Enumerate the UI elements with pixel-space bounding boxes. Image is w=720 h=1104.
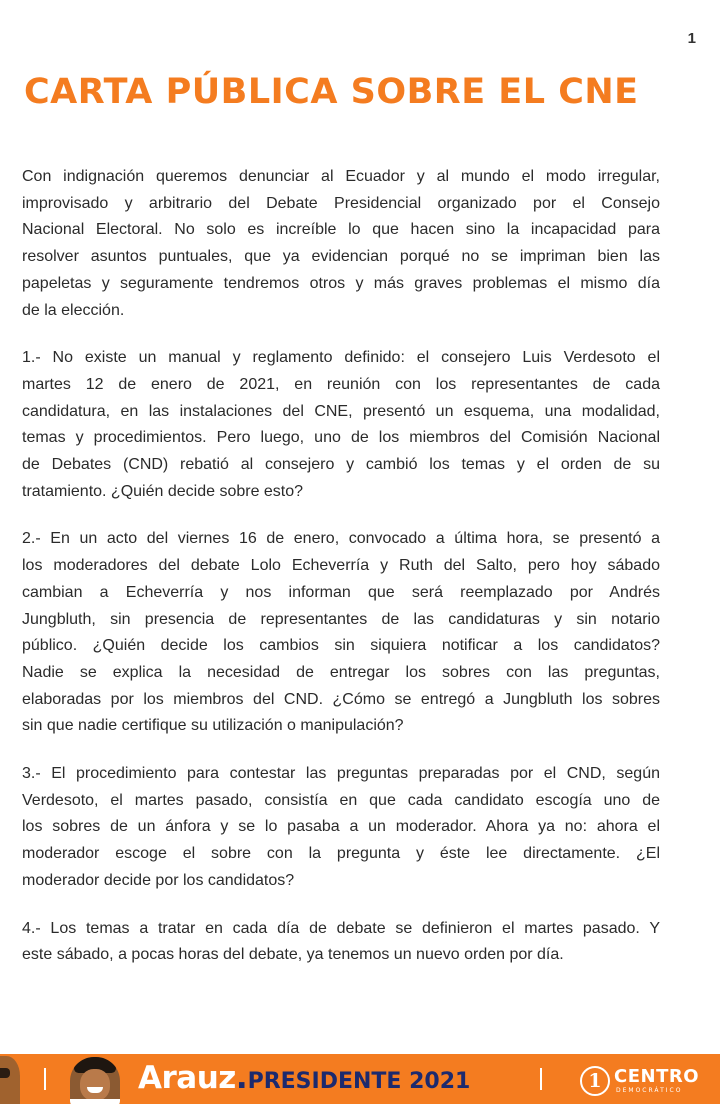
page-number: 1 bbox=[687, 30, 696, 47]
paragraph-line: Nacional Electoral. No solo es increíble lo que hacen sino la incapacidad para bbox=[22, 221, 660, 239]
party-subtitle: DEMOCRÁTICO bbox=[616, 1087, 683, 1094]
paragraph-line: moderador decide por los candidatos? bbox=[22, 871, 295, 889]
paragraph-line: 3.- El procedimiento para contestar las preguntas preparadas por el CND, según bbox=[22, 765, 660, 783]
paragraph-line: tratamiento. ¿Quién decide sobre esto? bbox=[22, 482, 304, 500]
paragraph-line: sin que nadie certifique su utilización o manipulación? bbox=[22, 717, 404, 735]
letter-paragraph bbox=[22, 164, 660, 324]
paragraph-line: Jungbluth, sin presencia de representantes de las candidaturas y sin notario bbox=[22, 610, 660, 628]
letter-paragraph bbox=[22, 345, 660, 505]
footer-side-photo bbox=[0, 1056, 20, 1104]
paragraph-line: los sobres de un ánfora y se lo pasaba a un moderador. Ahora ya no: ahora el bbox=[22, 818, 660, 836]
paragraph-line: cambian a Echeverría y nos informan que será reemplazado por Andrés bbox=[22, 583, 660, 601]
paragraph-line: 1.- No existe un manual y reglamento definido: el consejero Luis Verdesoto el bbox=[22, 349, 660, 367]
document-title: CARTA PÚBLICA SOBRE EL CNE bbox=[24, 72, 639, 112]
letter-body bbox=[22, 164, 660, 990]
paragraph-line: Con indignación queremos denunciar al Ecuador y al mundo el modo irregular, bbox=[22, 168, 660, 185]
campaign-slogan: PRESIDENTE 2021 bbox=[247, 1069, 471, 1094]
candidate-portrait bbox=[70, 1057, 120, 1104]
paragraph-line: resolver asuntos puntuales, que ya evidencian porqué no se impriman bien las bbox=[22, 248, 660, 266]
paragraph-line: de Debates (CND) rebatió al consejero y cambió los temas y el orden de su bbox=[22, 456, 660, 474]
paragraph-line: los moderadores del debate Lolo Echeverría y Ruth del Salto, pero hoy sábado bbox=[22, 557, 660, 575]
paragraph-line: este sábado, a pocas horas del debate, ya tenemos un nuevo orden por día. bbox=[22, 946, 564, 964]
paragraph-line: Verdesoto, el martes pasado, consistía en que cada candidato escogía uno de bbox=[22, 791, 660, 809]
paragraph-line: de la elección. bbox=[22, 301, 125, 319]
brand-dot: . bbox=[235, 1060, 248, 1096]
candidate-name: Arauz bbox=[138, 1060, 236, 1096]
paragraph-line: moderador escoge el sobre con la pregunta y éste lee directamente. ¿El bbox=[22, 845, 660, 863]
letter-paragraph bbox=[22, 916, 660, 969]
paragraph-line: martes 12 de enero de 2021, en reunión con los representantes de cada bbox=[22, 375, 660, 393]
paragraph-line: papeletas y seguramente tendremos otros y más graves problemas el mismo día bbox=[22, 274, 660, 292]
letter-paragraph bbox=[22, 761, 660, 895]
paragraph-line: público. ¿Quién decide los cambios sin siquiera notificar a los candidatos? bbox=[22, 637, 660, 655]
paragraph-line: candidatura, en las instalaciones del CNE, presentó un esquema, una modalidad, bbox=[22, 402, 660, 420]
campaign-footer bbox=[0, 1054, 720, 1104]
paragraph-line: 4.- Los temas a tratar en cada día de debate se definieron el martes pasado. Y bbox=[22, 919, 660, 937]
paragraph-line: Nadie se explica la necesidad de entregar los sobres con las preguntas, bbox=[22, 663, 660, 681]
party-logo bbox=[580, 1065, 710, 1095]
letter-paragraph bbox=[22, 526, 660, 740]
paragraph-line: improvisado y arbitrario del Debate Presidencial organizado por el Consejo bbox=[22, 194, 660, 212]
paragraph-line: temas y procedimientos. Pero luego, uno de los miembros del Comisión Nacional bbox=[22, 429, 660, 447]
party-number-circle: 1 bbox=[580, 1066, 610, 1096]
paragraph-line: 2.- En un acto del viernes 16 de enero, convocado a última hora, se presentó a bbox=[22, 530, 660, 548]
footer-separator-left bbox=[44, 1068, 46, 1090]
campaign-brand bbox=[138, 1060, 470, 1096]
paragraph-line: elaboradas por los miembros del CND. ¿Cómo se entregó a Jungbluth los sobres bbox=[22, 690, 660, 708]
party-name: CENTRO bbox=[614, 1066, 700, 1087]
footer-separator-right bbox=[540, 1068, 542, 1090]
